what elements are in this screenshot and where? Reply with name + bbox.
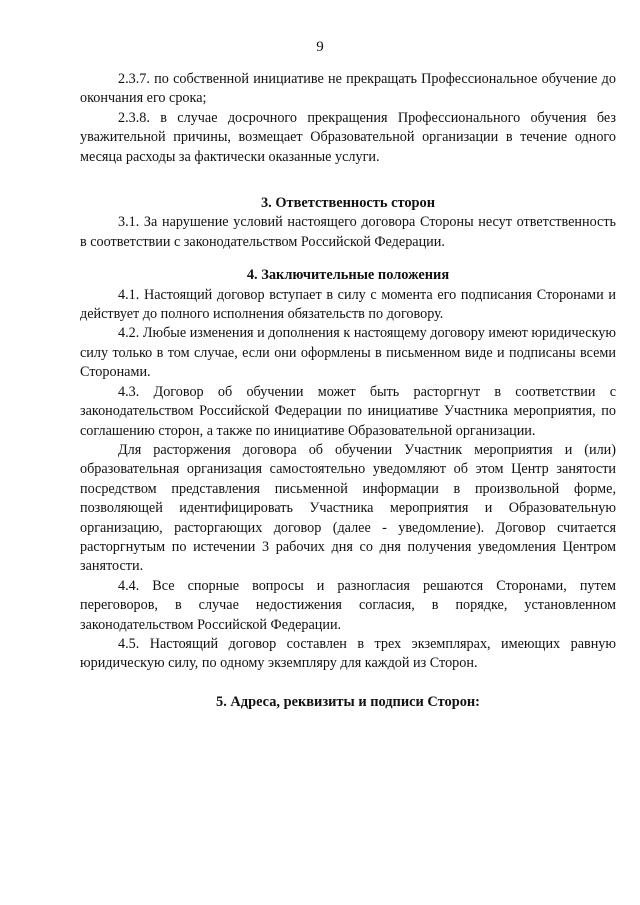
- clause-4-4: 4.4. Все спорные вопросы и разногласия решаются Сторонами, путем переговоров, в случае недостижения согласия, в порядке, установленном законодательством Российской Федерации.: [80, 577, 616, 633]
- clause-2-3-7: 2.3.7. по собственной инициативе не прекращать Профессиональное обучение до окончания его срока;: [80, 71, 616, 107]
- clause-4-3-termination: Для расторжения договора об обучении Участник мероприятия и (или) образовательная организация самостоятельно уведомляют об этом Центр занятости посредством представления письменной информации в произвольной форме, позволяющей идентифицировать Участника мероприятия и Образовательную организацию, расторгающих договор (далее - уведомление). Договор считается расторгнутым по истечении 3 рабочих дня со дня получения уведомления Центром занятости.: [80, 441, 616, 575]
- clause-4-5: 4.5. Настоящий договор составлен в трех экземплярах, имеющих равную юридическую силу, по одному экземпляру для каждой из Сторон.: [80, 635, 616, 672]
- spacer: [80, 167, 616, 194]
- section-5-heading: 5. Адреса, реквизиты и подписи Сторон:: [216, 693, 480, 710]
- section-3-heading: 3. Ответственность сторон: [260, 195, 436, 212]
- spacer: [80, 252, 616, 266]
- section-4-heading: 4. Заключительные положения: [246, 267, 450, 284]
- clause-4-3: 4.3. Договор об обучении может быть расторгнут в соответствии с законодательством Российской Федерации по инициативе Участника мероприятия, по соглашению сторон, а также по инициативе Образовательной организации.: [80, 383, 616, 439]
- page-content: [80, 70, 616, 712]
- clause-4-2: 4.2. Любые изменения и дополнения к настоящему договору имеют юридическую силу только в том случае, если они оформлены в письменном виде и подписаны всеми Сторонами.: [80, 325, 616, 381]
- clause-2-3-8: 2.3.8. в случае досрочного прекращения Профессионального обучения без уважительной причины, возмещает Образовательной организации в течение одного месяца расходы за фактически оказанные услуги.: [80, 109, 616, 165]
- clause-4-1: 4.1. Настоящий договор вступает в силу с момента его подписания Сторонами и действует до полного исполнения обязательств по договору.: [80, 286, 616, 323]
- spacer: [80, 674, 616, 693]
- page-number: 9: [316, 39, 324, 55]
- clause-3-1: 3.1. За нарушение условий настоящего договора Стороны несут ответственность в соответствии с законодательством Российской Федерации.: [80, 214, 616, 250]
